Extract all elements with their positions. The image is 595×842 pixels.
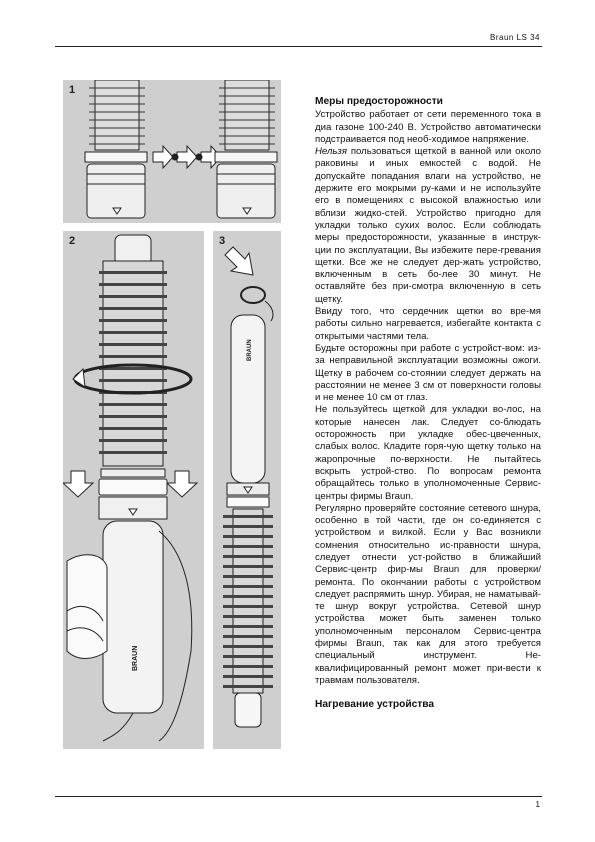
figure-1-label: 1: [69, 84, 76, 96]
paragraph-power: Устройство работает от сети переменного тока в диа газоне 100-240 В. Устройство автоматически подстраивается под необ-ходимое напряжение.: [315, 109, 541, 145]
figure-3-illustration: [213, 231, 281, 749]
figure-1-panel: [63, 80, 281, 223]
figure-3-brand-mark: BRAUN: [247, 339, 253, 361]
warning-word: Нельзя: [315, 146, 347, 158]
figure-2-brand-mark: BRAUN: [132, 645, 139, 671]
brush-right: [215, 80, 277, 218]
figure-2-panel: [63, 231, 204, 749]
figure-2-label: 2: [69, 235, 76, 247]
running-header: Braun LS 34: [490, 33, 540, 42]
paragraph-hairspray: Не пользуйтесь щеткой для укладки во-лос, на которые нанесен лак. Следует со-блюдать осторожность при укладке обес-цвеченных, слабых волос. Кладите горя-чую щетку только на жаропрочные по-верхности. Не пытайтесь вскрыть устрой-ство. По вопросам ремонта обращайтесь только в уполномоченные Сервис-центры фирмы Braun.: [315, 404, 541, 502]
precautions-section: [315, 96, 541, 713]
paragraph-burns: Будьте осторожны при работе с устройст-вом: из-за неправильной эксплуатации возможны ожоги. Щетку в рабочем со-стоянии следует держать на расстоянии не менее 3 см от поверхности головы и не менее 10 см от глаз.: [315, 342, 541, 404]
warning-text: пользоваться щеткой в ванной или около раковины и иных емкостей с водой. Не допускайте попадания влаги на устройство, не держите его мокрыми ру-ками и не используйте его в помещениях с высокой влажностью или вблизи жидко-стей. Устройство пригодно для укладки только сухих волос. Если соблюдать меры предосторожности, указанные в инструк-ции по эксплуатации, Вы избежите пере-гревания щетки. Все же не следует дер-жать устройство, включенным в сеть бо-лее 30 минут. Не оставляйте без при-смотра включенную в сеть щетку.: [315, 146, 541, 305]
page-number: 1: [535, 800, 540, 809]
arrow-sequence: [153, 146, 221, 168]
brush-left: [85, 80, 147, 218]
paragraph-cord: Регулярно проверяйте состояние сетевого шнура, особенно в той части, где он со-единяется с устройством и вилкой. Если у Вас возникли сомнения относительно ис-правности шнура, следует отнести уст-ройство в ближайший Сервис-центр фир-мы Braun для проверки/ ремонта. По окончании работы с устройством следует распрямить шнур. Убирая, не наматывай-те шнур вокруг устройства. Сетевой шнур устройства может быть заменен только уполномоченным персоналом Сервис-центра фирмы Braun, так как для этого требуется специальный инструмент. Не-квалифицированный ремонт может при-вести к травмам пользователя.: [315, 502, 541, 686]
footer-rule: [55, 796, 542, 797]
paragraph-hot-core: Ввиду того, что сердечник щетки во вре-мя работы сильно нагревается, избегайте контакта с открытыми частями тела.: [315, 306, 541, 342]
section-heading: Меры предосторожности: [315, 96, 443, 107]
figure-2-illustration: [63, 231, 204, 749]
paragraph-water-warning: [315, 146, 541, 306]
figure-3-label: 3: [219, 235, 226, 247]
header-rule: [55, 46, 542, 47]
figure-1-illustration: [63, 80, 281, 223]
section-heading-heating: Нагревание устройства: [315, 699, 435, 711]
figure-3-panel: [213, 231, 281, 749]
